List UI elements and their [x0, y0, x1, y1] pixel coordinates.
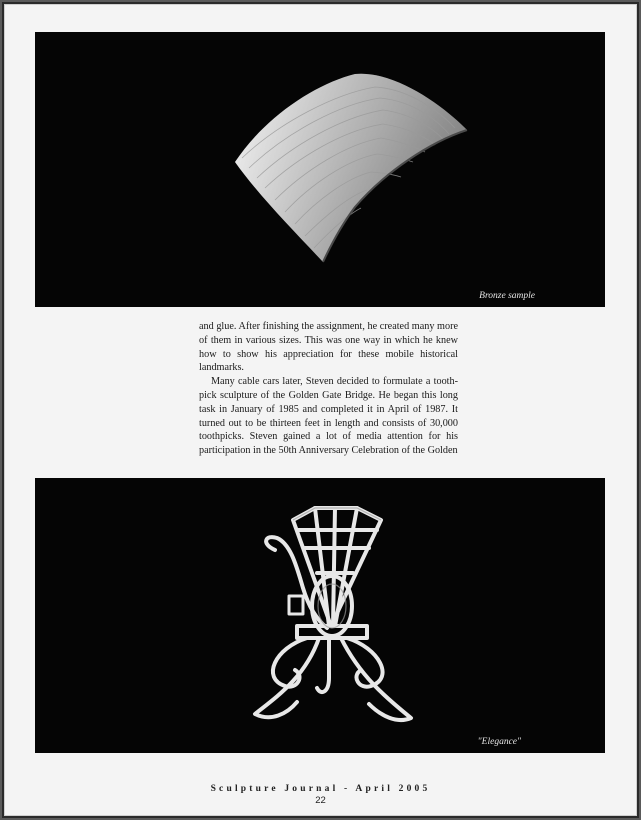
- page-number: 22: [315, 795, 326, 806]
- elegance-photo: [35, 478, 605, 753]
- elegance-sculpture-illustration: [35, 478, 605, 753]
- page-footer: [4, 784, 637, 806]
- journal-title: Sculpture Journal - April 2005: [210, 784, 431, 794]
- article-paragraph: and glue. After finishing the assignment, he created many more of them in various sizes. This was one way in which he knew how to show his appreciation for these mobile historical landmarks.: [199, 321, 458, 374]
- bronze-sample-photo: [35, 32, 605, 307]
- elegance-caption: "Elegance": [477, 737, 521, 747]
- magazine-page: [2, 2, 639, 818]
- bronze-sample-caption: Bronze sample: [479, 291, 535, 301]
- article-paragraph: Many cable cars later, Steven decided to formulate a tooth-pick sculpture of the Golden Gate Bridge. He began this long task in January of 1985 and completed it in April of 1987. It turned out to be thirteen feet in length and consists of 30,000 toothpicks. Steven gained a lot of media attention for his participation in the 50th Anniversary Celebration of the Golden: [199, 376, 458, 457]
- bronze-sample-illustration: [35, 32, 605, 307]
- sculpture-frame: [255, 508, 411, 720]
- article-text: [199, 320, 458, 458]
